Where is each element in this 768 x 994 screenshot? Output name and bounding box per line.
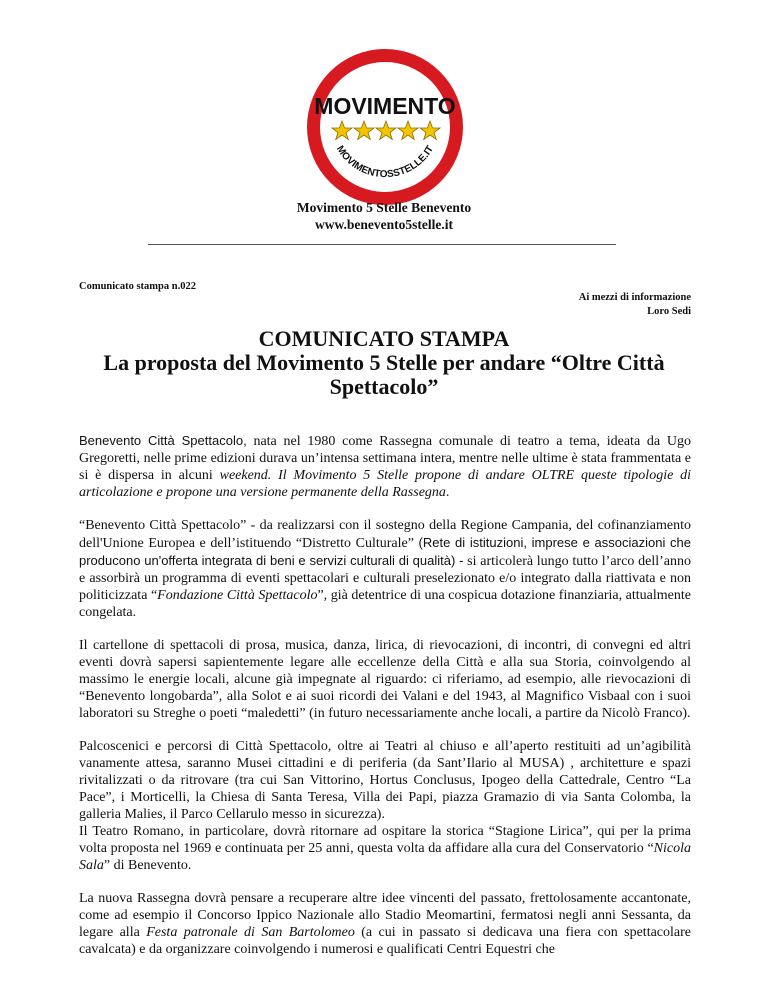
paragraph-1-end: . [445, 485, 450, 500]
org-website: www.benevento5stelle.it [315, 217, 453, 232]
org-name: Movimento 5 Stelle Benevento [296, 200, 472, 215]
headline-subtitle: La proposta del Movimento 5 Stelle per andare “Oltre Città Spettacolo” [103, 350, 665, 399]
headline [78, 327, 690, 399]
press-release-body [79, 432, 691, 974]
paragraph-4b-text: Il Teatro Romano, in particolare, dovrà ritornare ad ospitare la storica “Stagione Lirica”, qui per la prima volta proposta nel 1969 e continuata per 25 anni, questa volta da affidare alla cura del Conservatorio “ [79, 824, 691, 856]
headline-title: COMUNICATO STAMPA [258, 326, 510, 351]
paragraph-4 [79, 738, 691, 874]
festa-name: Festa patronale di San Bartolomeo [146, 925, 355, 940]
distretto-definition: (Rete di istituzioni, imprese e associazioni che producono un'offerta integrata di beni e servizi culturali di qualità) - [79, 535, 691, 568]
logo-brand-text: MOVIMENTO [314, 93, 456, 119]
paragraph-3: Il cartellone di spettacoli di prosa, musica, danza, lirica, di rievocazioni, di incontri, di convegni ed altri eventi dovrà sapersi sapientemente legare alle eccellenze della Città e alla sua Storia, coinvolgendo al massimo le energie locali, alcune già impegnate al riguardo: ci riferiamo, ad esempio, alle rievocazioni di “Benevento longobarda”, alla Solot e ai suoi ricordi dei Valani e del 1943, al Magnifico Visbaal con i suoi laboratori su Streghe o poeti “maledetti” (in futuro necessariamente anche locali, a partire da Nicolò Franco). [79, 638, 691, 721]
recipient-line-1: Ai mezzi di informazione [578, 292, 691, 303]
logo-url-text: MOVIMENTOSSTELLE.IT [333, 143, 437, 181]
fondazione-name: Fondazione Città Spettacolo [157, 588, 318, 603]
paragraph-2 [79, 517, 691, 621]
paragraph-2-text-b: si articolerà lungo tutto l’arco dell’anno e assorbirà un programma di eventi spettacolari e culturali preselezionato e/o integrato dalla riattivata e non politicizzata “ [79, 554, 691, 603]
paragraph-4-text: Palcoscenici e percorsi di Città Spettacolo, oltre ai Teatri al chiuso e all’aperto restituiti ad un’agibilità vanamente attesa, saranno Musei cittadini e di periferia (da Sant’Ilario al MUSA) , architetture e spazi rivitalizzati o da ritrovare (tra cui San Vittorino, Hortus Conclusus, Ipogeo della Cattedrale, Centro “La Pace”, i Morticelli, la Chiesa di Santa Teresa, Villa dei Papi, piazza Gramazio di via Santa Colomba, la galleria Malies, il Parco Cellarulo messo in sicurezza). [79, 739, 691, 822]
paragraph-2-text: “Benevento Città Spettacolo” - da realizzarsi con il sostegno della Regione Campania, del cofinanziamento dell'Unione Europea e dell’istituendo “Distretto Culturale” [79, 518, 691, 551]
paragraph-5 [79, 890, 691, 958]
conservatorio-name: Nicola Sala [79, 841, 691, 873]
paragraph-5-text: La nuova Rassegna dovrà pensare a recuperare altre idee vincenti del passato, frettolosamente accantonate, come ad esempio il Concorso Ippico Nazionale allo Stadio Meomartini, fermatosi negli anni Sessanta, da legare alla [79, 891, 691, 940]
paragraph-5-end: (a cui in passato si dedicava una fiera con spettacolare cavalcata) e da organizzare coinvolgendo i numerosi e qualificati Centri Equestri che [79, 925, 691, 957]
recipient-line-2: Loro Sedi [647, 306, 691, 317]
release-number: Comunicato stampa n.022 [79, 281, 196, 292]
header-divider [148, 244, 616, 245]
paragraph-1-italic: weekend. Il Movimento 5 Stelle propone di andare OLTRE queste tipologie di articolazione e propone una versione permanente della Rassegna [79, 468, 691, 500]
event-name: Benevento Città Spettacolo, [79, 433, 247, 448]
paragraph-1 [79, 432, 691, 501]
paragraph-2-end: ”, già detentrice di una cospicua dotazione finanziaria, attualmente congelata. [79, 588, 691, 620]
paragraph-4b-end: ” di Benevento. [103, 858, 192, 873]
movimento-logo [303, 45, 467, 209]
paragraph-1-text: nata nel 1980 come Rassegna comunale di teatro a tema, ideata da Ugo Gregoretti, nelle prime edizioni durava un’intensa settimana intera, mentre nelle ultime è stata frammentata e si è dispersa in alcuni [79, 434, 691, 483]
